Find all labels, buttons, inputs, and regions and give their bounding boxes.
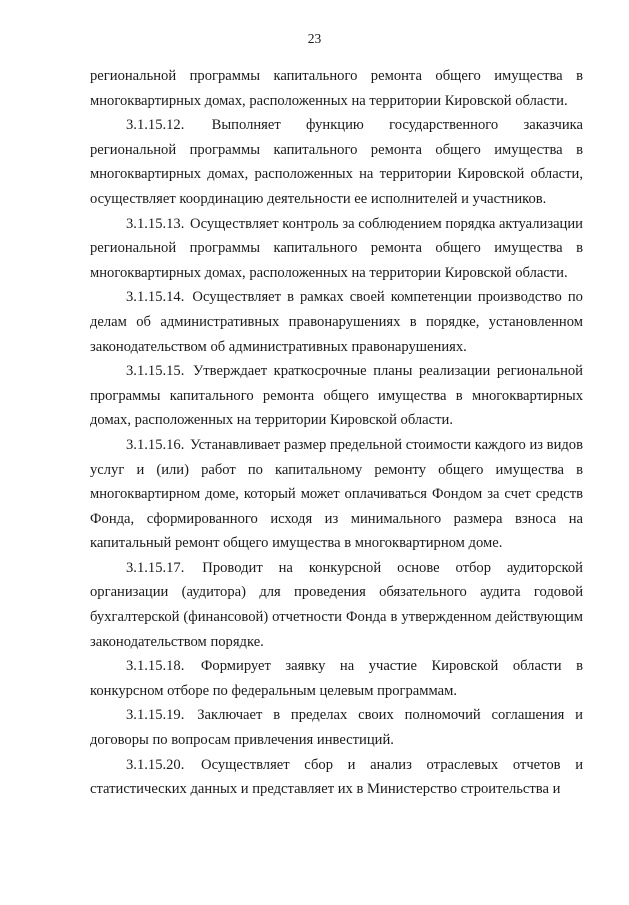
paragraph-3-1-15-17 <box>90 556 583 654</box>
paragraph-number: 3.1.15.18. <box>126 658 185 675</box>
paragraph-3-1-15-20 <box>90 753 583 802</box>
paragraph-3-1-15-19 <box>90 703 583 752</box>
paragraph-number: 3.1.15.15. <box>126 363 185 380</box>
paragraph-3-1-15-13 <box>90 212 583 286</box>
paragraph-text: Формирует заявку на участие Кировской области в конкурсном отборе по федеральным целевым программам. <box>90 658 583 699</box>
paragraph-number: 3.1.15.14. <box>126 289 185 306</box>
document-body <box>90 64 583 802</box>
paragraph-text: Утверждает краткосрочные планы реализации региональной программы капитального ремонта общего имущества в многоквартирных домах, расположенных на территории Кировской области. <box>90 363 583 429</box>
paragraph-text: Выполняет функцию государственного заказчика региональной программы капитального ремонта общего имущества в многоквартирных домах, расположенных на территории Кировской области, осуществляет координацию деятельности ее исполнителей и участников. <box>90 117 584 207</box>
paragraph-text: Осуществляет сбор и анализ отраслевых отчетов и статистических данных и представляет их в Министерство строительства и <box>90 756 584 798</box>
paragraph-number: 3.1.15.13. <box>126 215 185 232</box>
paragraph-number: 3.1.15.20. <box>126 756 185 773</box>
paragraph-text: Заключает в пределах своих полномочий соглашения и договоры по вопросам привлечения инвестиций. <box>90 707 583 749</box>
paragraph-text: региональной программы капитального ремонта общего имущества в многоквартирных домах, расположенных на территории Кировской области. <box>90 68 583 109</box>
paragraph-number: 3.1.15.16. <box>126 436 185 453</box>
paragraph-3-1-15-14 <box>90 285 583 359</box>
paragraph-number: 3.1.15.19. <box>126 707 185 724</box>
paragraph-continuation <box>90 64 583 113</box>
paragraph-text: Осуществляет в рамках своей компетенции производство по делам об административных правонарушениях в порядке, установленном законодательством об административных правонарушениях. <box>90 289 583 355</box>
paragraph-3-1-15-16 <box>90 433 583 556</box>
page-number: 23 <box>307 31 322 46</box>
paragraph-number: 3.1.15.12. <box>126 117 185 134</box>
paragraph-text: Устанавливает размер предельной стоимости каждого из видов услуг и (или) работ по капитальному ремонту общего имущества в многоквартирном доме, который может оплачиваться Фондом за счет средств Фонда, сформированного исходя из минимального размера взноса на капитальный ремонт общего имущества в многоквартирном доме. <box>90 436 583 552</box>
paragraph-3-1-15-15 <box>90 359 583 433</box>
paragraph-text: Проводит на конкурсной основе отбор аудиторской организации (аудитора) для проведения обязательного аудита годовой бухгалтерской (финансовой) отчетности Фонда в утвержденном действующим законодательством порядке. <box>90 559 583 650</box>
paragraph-3-1-15-12 <box>90 113 583 211</box>
paragraph-text: Осуществляет контроль за соблюдением порядка актуализации региональной программы капитального ремонта общего имущества в многоквартирных домах, расположенных на территории Кировской области. <box>90 215 583 281</box>
paragraph-3-1-15-18 <box>90 654 583 703</box>
paragraph-number: 3.1.15.17. <box>126 559 185 576</box>
